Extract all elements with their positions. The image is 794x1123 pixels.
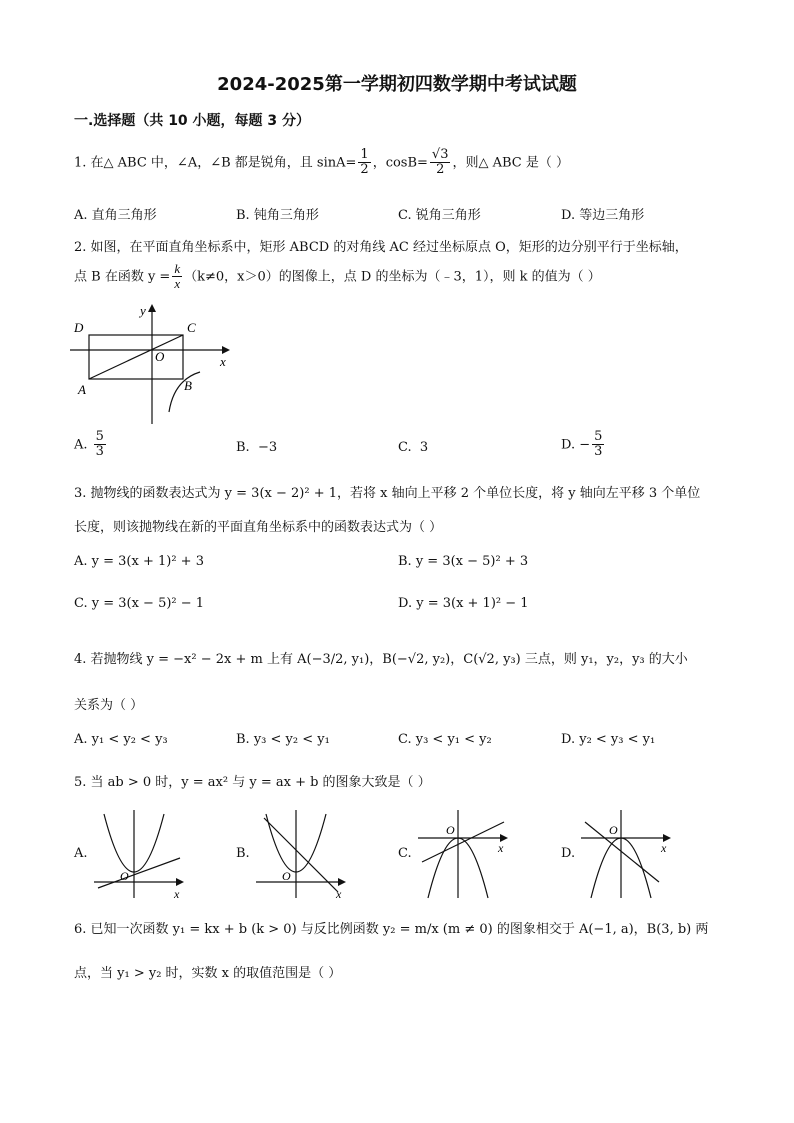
q3-line-1: 3. 抛物线的函数表达式为 y = 3(x − 2)² + 1，若将 x 轴向上平移 2 个单位长度，将 y 轴向左平移 3 个单位 [74,486,701,501]
q2-option-a-prefix: A. [74,437,88,453]
q5-option-d-label: D. [561,846,576,861]
section-heading: 一.选择题（共 10 小题，每题 3 分） [74,113,311,129]
q5d-origin: O [609,823,618,837]
q5d-line [585,822,659,882]
q3-option-c: C. y = 3(x − 5)² − 1 [74,596,205,611]
q5-graph-b [252,806,352,902]
q2-option-d-fraction [592,430,604,460]
q1-text-c: ，则△ ABC 是（ ） [452,155,570,171]
q2-option-c-prefix: C. [398,440,412,455]
q5a-line [98,858,180,888]
q5-option-c-label: C. [398,846,412,861]
q2-option-a-fraction [94,430,106,460]
q5-graph-a [90,806,190,902]
q2-label-c: C [187,320,196,335]
q2-option-a-num: 5 [95,429,104,444]
q5-graph-d [577,806,677,902]
q5b-x-label: x [336,887,342,901]
q2-option-d-prefix: D. [561,437,576,453]
q5b-line [264,818,338,892]
q1-option-d: D. 等边三角形 [561,208,645,223]
q2-option-d-num: 5 [594,429,603,444]
q6-line-1: 6. 已知一次函数 y₁ = kx + b (k > 0) 与反比例函数 y₂ = m/x (m ≠ 0) 的图象相交于 A(−1, a)，B(3, b) 两 [74,922,709,937]
q2-label-o: O [155,349,165,364]
page-title: 2024-2025第一学期初四数学期中考试试题 [217,74,577,95]
q1-sin-den: 2 [360,162,369,178]
q1-text-a: 1. 在△ ABC 中，∠A，∠B 都是锐角，且 sinA= [74,155,357,171]
q2-option-b [236,440,277,455]
q5a-x-label: x [174,887,180,901]
q5a-origin: O [120,869,129,883]
q2-line-1: 2. 如图，在平面直角坐标系中，矩形 ABCD 的对角线 AC 经过坐标原点 O，矩形的边分别平行于坐标轴， [74,240,688,255]
q2-figure [64,300,239,430]
q2-line-2 [74,262,601,292]
q2-option-d-sign: − [579,437,591,453]
question-1 [74,148,569,178]
q1-option-c: C. 锐角三角形 [398,208,481,223]
q5-line-1: 5. 当 ab > 0 时，y = ax² 与 y = ax + b 的图象大致是（ ） [74,775,431,790]
q1-cos-num: √3 [431,147,449,162]
q2-text-b: （k≠0，x＞0）的图像上，点 D 的坐标为（﹣3，1），则 k 的值为（ ） [184,269,601,285]
q5d-x-label: x [661,841,667,855]
q2-x-arrow [222,346,230,354]
q3-line-2: 长度，则该抛物线在新的平面直角坐标系中的函数表达式为（ ） [74,520,443,535]
q1-cos-den: 2 [436,162,445,178]
q5a-x-arrow [176,878,184,886]
q2-label-d: D [74,320,84,335]
q5-graph-c [414,806,514,902]
q5-option-b-label: B. [236,846,250,861]
q2-option-c [398,440,428,455]
q2-label-b: B [184,378,192,393]
q5-option-a-label: A. [74,846,88,861]
q2-label-a: A [78,382,86,397]
q2-option-a [74,430,108,460]
q4-line-2: 关系为（ ） [74,698,144,713]
q5c-x-label: x [498,841,504,855]
q4-option-a: A. y₁ < y₂ < y₃ [74,732,168,747]
q1-sin-num: 1 [360,147,369,162]
q4-line-1: 4. 若抛物线 y = −x² − 2x + m 上有 A(−3/2, y₁)，B(−√2, y₂)，C(√2, y₃) 三点，则 y₁，y₂，y₃ 的大小 [74,652,688,667]
q5c-line [422,822,504,862]
q1-sin-fraction [358,148,370,178]
q2-frac-num: k [174,261,181,276]
q3-option-b: B. y = 3(x − 5)² + 3 [398,554,529,569]
q2-label-y: y [140,303,146,318]
q1-text-b: ，cosB= [372,155,428,171]
q4-option-b: B. y₃ < y₂ < y₁ [236,732,330,747]
q2-label-x: x [220,354,226,369]
q4-option-d: D. y₂ < y₃ < y₁ [561,732,656,747]
q2-option-b-prefix: B. [236,440,250,455]
q1-cos-fraction [430,148,451,178]
q2-option-a-den: 3 [95,444,104,460]
q2-diagonal-ac [89,335,183,379]
q1-option-b: B. 钝角三角形 [236,208,319,223]
q4-option-c: C. y₃ < y₁ < y₂ [398,732,492,747]
q5b-origin: O [282,869,291,883]
q3-option-a: A. y = 3(x + 1)² + 3 [74,554,204,569]
q2-y-arrow [148,304,156,312]
q5b-x-arrow [338,878,346,886]
q2-frac-den: x [174,276,181,292]
q5c-origin: O [446,823,455,837]
q2-option-d-den: 3 [594,444,603,460]
q2-text-a: 点 B 在函数 y = [74,269,171,285]
q1-option-a: A. 直角三角形 [74,208,157,223]
q2-option-d [561,430,606,460]
q2-fraction [172,262,182,292]
q2-option-b-value: −3 [257,440,278,455]
q3-option-d: D. y = 3(x + 1)² − 1 [398,596,529,611]
q2-option-c-value: 3 [419,440,429,455]
q6-line-2: 点，当 y₁ > y₂ 时，实数 x 的取值范围是（ ） [74,966,342,981]
